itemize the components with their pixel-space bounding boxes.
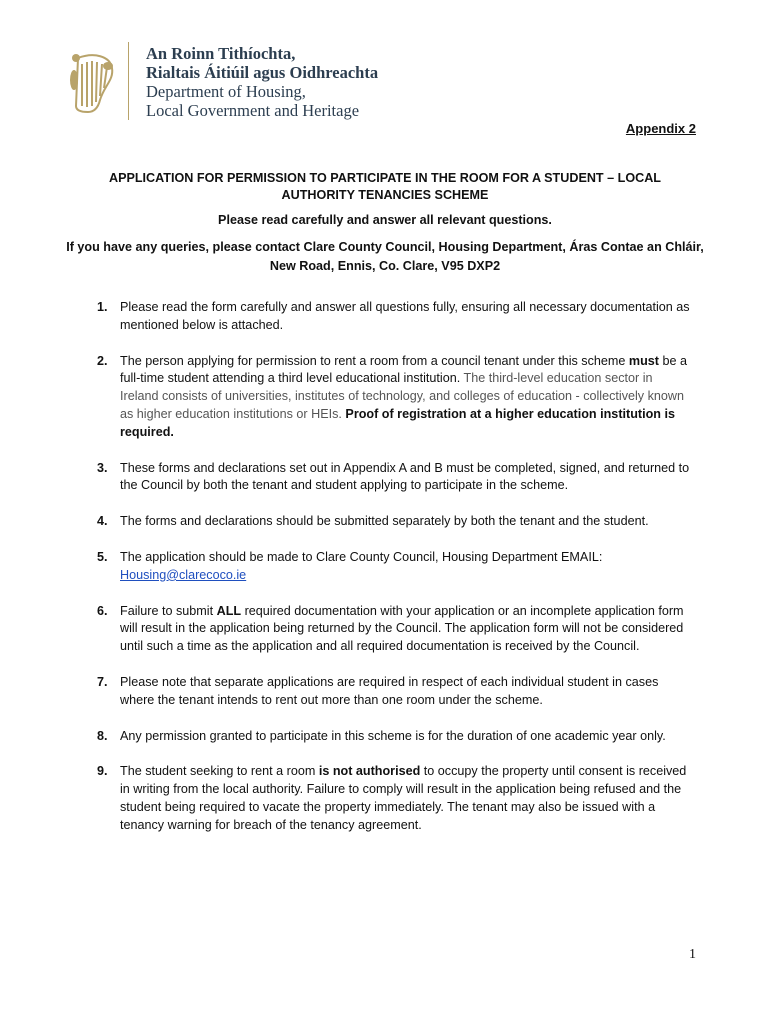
list-item bbox=[94, 728, 694, 746]
list-item bbox=[94, 763, 694, 834]
item-text: The forms and declarations should be submitted separately by both the tenant and the student. bbox=[120, 514, 649, 529]
harp-logo-icon bbox=[64, 50, 120, 116]
item-text: Please read the form carefully and answer all questions fully, ensuring all necessary documentation as mentioned below is attached. bbox=[120, 300, 690, 332]
list-item bbox=[94, 674, 694, 710]
item-emphasis: ALL bbox=[216, 603, 242, 618]
list-item bbox=[94, 353, 694, 442]
item-text: The application should be made to Clare County Council, Housing Department EMAIL: bbox=[120, 549, 603, 564]
document-title: APPLICATION FOR PERMISSION TO PARTICIPATE IN THE ROOM FOR A STUDENT – LOCAL AUTHORITY TENANCIES SCHEME bbox=[108, 171, 662, 202]
dept-irish-line-2: Rialtais Áitiúil agus Oidhreachta bbox=[146, 63, 379, 82]
item-text: Please note that separate applications are required in respect of each individual student in cases where the tenant intends to rent out more than one room under the scheme. bbox=[120, 674, 659, 707]
item-number: 9. bbox=[97, 764, 108, 779]
item-text: Failure to submit bbox=[120, 603, 217, 618]
item-number: 7. bbox=[97, 674, 108, 689]
list-item bbox=[94, 460, 694, 496]
instruction-list bbox=[94, 299, 694, 835]
dept-english-line-2: Local Government and Heritage bbox=[146, 101, 360, 120]
item-number: 3. bbox=[97, 460, 108, 475]
list-item bbox=[94, 513, 694, 531]
appendix-label: Appendix 2 bbox=[625, 121, 696, 136]
list-item bbox=[94, 549, 694, 585]
item-number: 1. bbox=[97, 300, 108, 314]
item-number: 4. bbox=[97, 514, 108, 529]
page-number: 1 bbox=[689, 947, 696, 962]
email-link[interactable]: Housing@clarecoco.ie bbox=[120, 567, 247, 582]
item-emphasis: is not authorised bbox=[318, 764, 421, 779]
item-text: The person applying for permission to rent a room from a council tenant under this scheme bbox=[120, 353, 629, 368]
item-text: These forms and declarations set out in Appendix A and B must be completed, signed, and returned to the Council by both the tenant and student applying to participate in the scheme. bbox=[120, 460, 690, 493]
item-text-grey: The third-level education sector in Ireland consists of universities, institutes of technology, and colleges of education - collectively known as higher education institutions or HEIs. bbox=[120, 371, 684, 421]
item-number: 5. bbox=[97, 549, 108, 564]
read-notice: Please read carefully and answer all relevant questions. bbox=[218, 213, 552, 227]
item-emphasis: must bbox=[628, 353, 659, 368]
item-number: 6. bbox=[97, 603, 108, 618]
item-number: 2. bbox=[97, 353, 108, 368]
item-text: The student seeking to rent a room bbox=[120, 764, 319, 779]
department-name bbox=[146, 44, 378, 120]
item-emphasis: Proof of registration at a higher education institution is required. bbox=[120, 406, 675, 439]
item-text: required documentation with your application or an incomplete application form will result in the application being returned by the Council. The application form will not be considered until such a time as the application and all required documentation is received by the Council. bbox=[120, 603, 684, 654]
item-number: 8. bbox=[97, 728, 108, 743]
list-item bbox=[94, 603, 694, 656]
header-divider bbox=[128, 42, 129, 120]
item-text: be a full-time student attending a third level educational institution. bbox=[120, 353, 688, 386]
queries-notice: If you have any queries, please contact Clare County Council, Housing Department, Áras Contae an Chláir, New Road, Ennis, Co. Clare, V95 DXP2 bbox=[66, 240, 704, 273]
item-text: Any permission granted to participate in this scheme is for the duration of one academic year only. bbox=[120, 728, 666, 743]
dept-english-line-1: Department of Housing, bbox=[146, 82, 306, 101]
list-item bbox=[94, 299, 694, 335]
dept-irish-line-1: An Roinn Tithíochta, bbox=[146, 44, 296, 63]
item-text: to occupy the property until consent is received in writing from the local authority. Failure to comply will result in the application being refused and the student being required to vacate the property immediately. The tenant may also be issued with a tenancy warning for breach of the tenancy agreement. bbox=[120, 764, 687, 832]
